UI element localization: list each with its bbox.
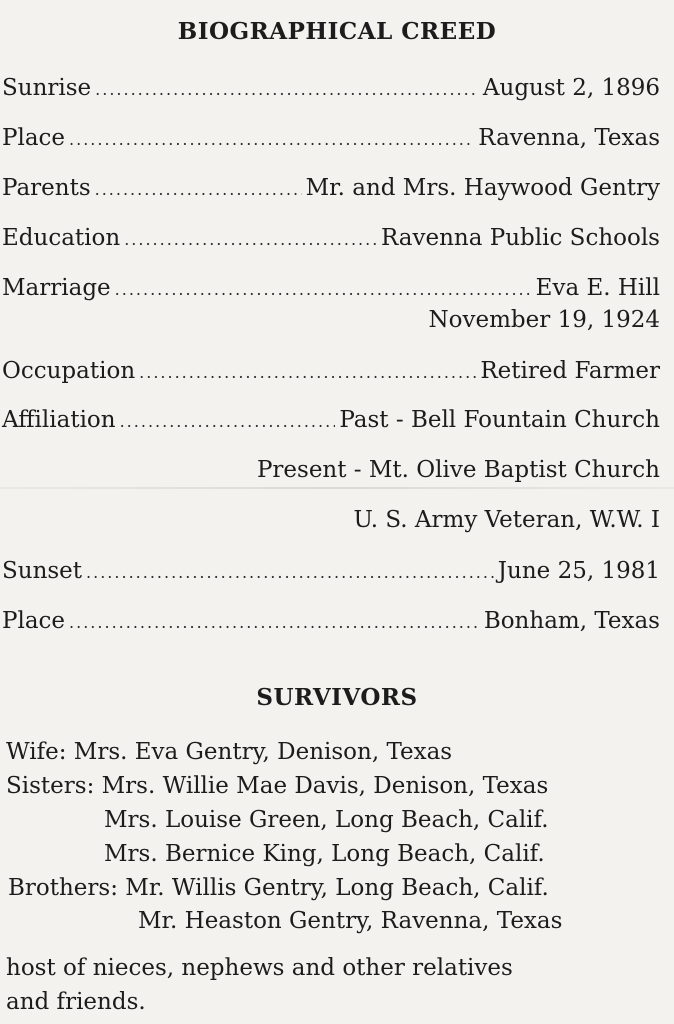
creed-row-sunset <box>2 555 660 587</box>
creed-label: Place <box>2 125 66 151</box>
closing-line: host of nieces, nephews and other relatives <box>6 955 513 981</box>
creed-row-education <box>2 222 660 254</box>
leader-dots <box>86 557 494 589</box>
creed-row-occupation <box>2 355 660 387</box>
closing-line: and friends. <box>6 989 146 1015</box>
survivor-sister: Mrs. Bernice King, Long Beach, Calif. <box>104 841 545 867</box>
creed-label: Parents <box>2 175 91 201</box>
creed-label: Marriage <box>2 275 111 301</box>
creed-row-death-place <box>2 605 660 637</box>
survivors-title: SURVIVORS <box>256 684 418 711</box>
creed-label: Occupation <box>2 358 136 384</box>
leader-dots <box>124 224 377 256</box>
creed-row-sunrise <box>2 72 660 104</box>
creed-row-affiliation <box>2 404 660 436</box>
leader-dots <box>69 607 480 639</box>
creed-label: Education <box>2 225 121 251</box>
creed-row-parents <box>2 172 660 204</box>
survivor-wife: Wife: Mrs. Eva Gentry, Denison, Texas <box>6 739 453 765</box>
creed-row-marriage <box>2 272 660 304</box>
creed-label: Sunrise <box>2 75 92 101</box>
creed-label: Place <box>2 608 66 634</box>
leader-dots <box>95 74 479 106</box>
creed-value: Past - Bell Fountain Church <box>339 407 660 433</box>
creed-value: June 25, 1981 <box>497 558 660 584</box>
creed-value: Retired Farmer <box>480 358 660 384</box>
survivor-sister: Mrs. Louise Green, Long Beach, Calif. <box>104 807 549 833</box>
creed-value: Mr. and Mrs. Haywood Gentry <box>305 175 660 201</box>
creed-value: Ravenna, Texas <box>478 125 660 151</box>
leader-dots <box>115 274 532 306</box>
affiliation-present: Present - Mt. Olive Baptist Church <box>256 457 660 483</box>
creed-value: Eva E. Hill <box>535 275 660 301</box>
creed-value: Bonham, Texas <box>483 608 660 634</box>
leader-dots <box>139 357 476 389</box>
creed-title: BIOGRAPHICAL CREED <box>177 18 497 45</box>
leader-dots <box>69 124 474 156</box>
creed-value: August 2, 1896 <box>482 75 660 101</box>
veteran-status: U. S. Army Veteran, W.W. I <box>353 507 660 533</box>
survivor-brothers: Brothers: Mr. Willis Gentry, Long Beach, Calif. <box>8 875 549 901</box>
survivor-brother: Mr. Heaston Gentry, Ravenna, Texas <box>138 908 563 934</box>
leader-dots <box>120 406 336 438</box>
creed-row-place <box>2 122 660 154</box>
creed-label: Affiliation <box>2 407 116 433</box>
creed-label: Sunset <box>2 558 83 584</box>
survivor-sisters: Sisters: Mrs. Willie Mae Davis, Denison, Texas <box>6 773 549 799</box>
paper-fold <box>0 487 674 489</box>
creed-value: Ravenna Public Schools <box>380 225 660 251</box>
leader-dots <box>95 174 302 206</box>
marriage-date: November 19, 1924 <box>428 307 660 333</box>
